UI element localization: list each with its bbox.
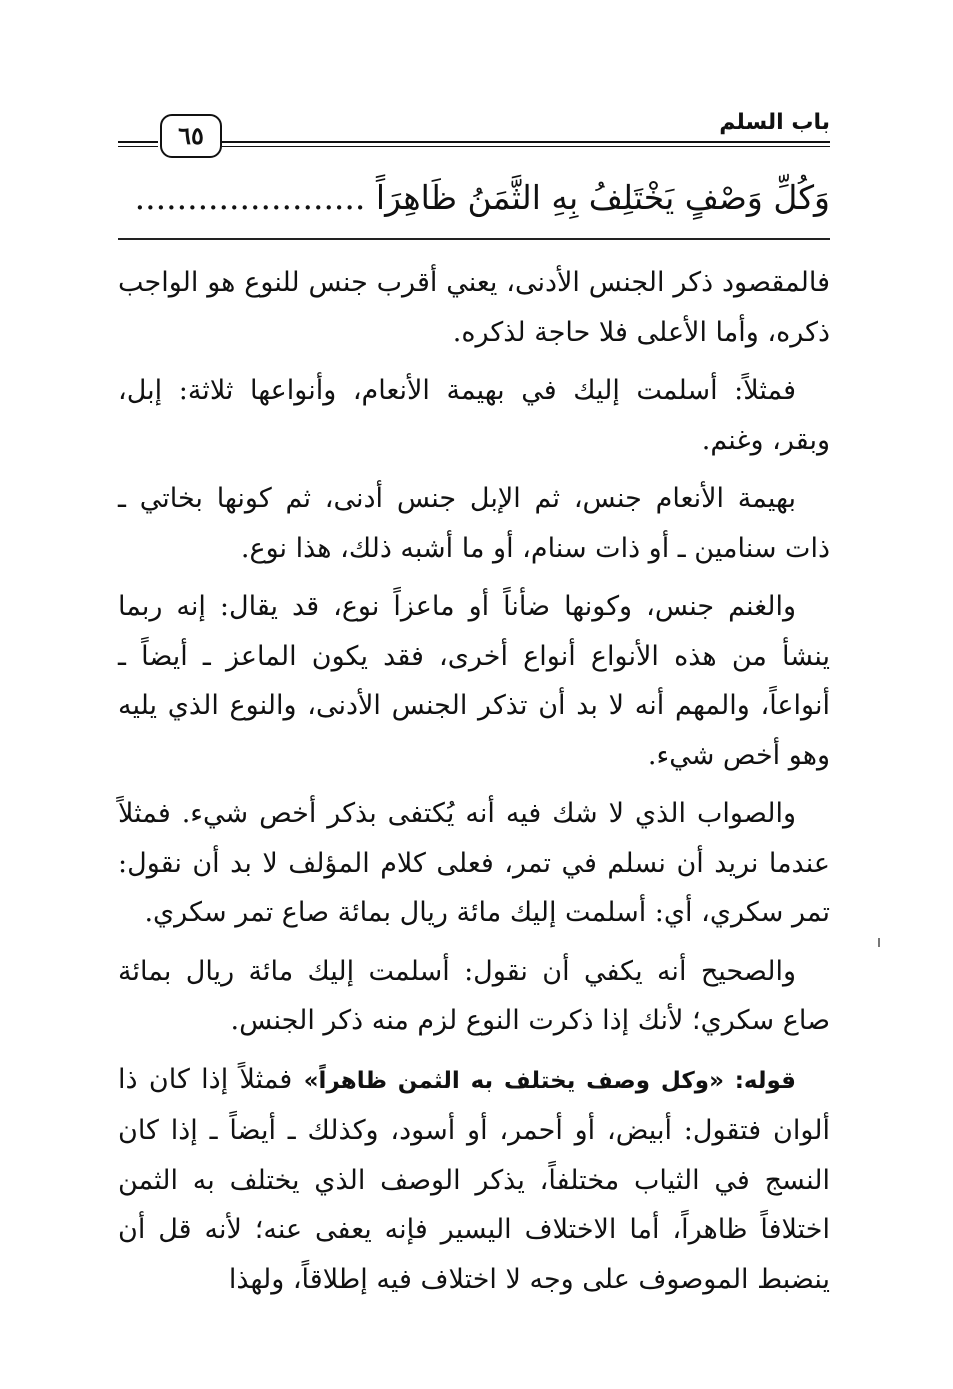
header-rule-left <box>118 141 158 147</box>
verse-divider <box>118 238 830 240</box>
paragraph-text: فمثلاً إذا كان ذا ألوان فتقول: أبيض، أو أحمر، أو أسود، وكذلك ـ أيضاً ـ إذا كان النسج في الثياب مختلفاً، يذكر الوصف الذي يختلف به الثمن اختلافاً ظاهراً، أما الاختلاف اليسير فإنه يعفى عنه؛ لأنه قل أن ينضبط الموصوف على وجه لا اختلاف فيه إطلاقاً، ولهذا <box>118 1063 830 1295</box>
paragraph: فالمقصود ذكر الجنس الأدنى، يعني أقرب جنس للنوع هو الواجب ذكره، وأما الأعلى فلا حاجة لذكره. <box>118 267 830 348</box>
verse-dots: ...................... <box>134 178 366 217</box>
page-header <box>118 108 830 158</box>
paragraph: فمثلاً: أسلمت إليك في بهيمة الأنعام، وأنواعها ثلاثة: إبل، وبقر، وغنم. <box>118 375 830 456</box>
paragraph: بهيمة الأنعام جنس، ثم الإبل جنس أدنى، ثم كونها بخاتي ـ ذات سنامين ـ أو ذات سنام، أو ما أشبه ذلك، هذا نوع. <box>118 483 830 564</box>
paragraph <box>118 1055 830 1305</box>
paragraph: والصحيح أنه يكفي أن نقول: أسلمت إليك مائة ريال بمائة صاع سكري؛ لأنك إذا ذكرت النوع لزم منه ذكر الجنس. <box>118 955 830 1036</box>
verse-line <box>118 168 830 228</box>
paragraph: والغنم جنس، وكونها ضأناً أو ماعزاً نوع، قد يقال: إنه ربما ينشأ من هذه الأنواع أنواع أخرى، فقد يكون الماعز ـ أيضاً ـ أنواعاً، والمهم أنه لا بد أن تذكر الجنس الأدنى، والنوع الذي يليه وهو أخص شيء. <box>118 591 830 771</box>
scan-mark <box>878 938 880 947</box>
paragraph: والصواب الذي لا شك فيه أنه يُكتفى بذكر أخص شيء. فمثلاً عندما نريد أن نسلم في تمر، فعلى كلام المؤلف لا بد أن نقول: تمر سكري، أي: أسلمت إليك مائة ريال بمائة صاع تمر سكري. <box>118 798 830 928</box>
header-rule-right <box>222 141 830 147</box>
chapter-title: باب السلم <box>719 110 830 135</box>
commentary-body <box>118 258 830 1313</box>
page-number: ٦٥ <box>160 114 222 158</box>
verse-text: وَكُلِّ وَصْفٍ يَخْتَلِفُ بِهِ الثَّمَنُ ظَاهِرَاً <box>375 178 830 217</box>
quoted-verse-lead: قوله: «وكل وصف يختلف به الثمن ظاهراً» <box>303 1067 796 1094</box>
